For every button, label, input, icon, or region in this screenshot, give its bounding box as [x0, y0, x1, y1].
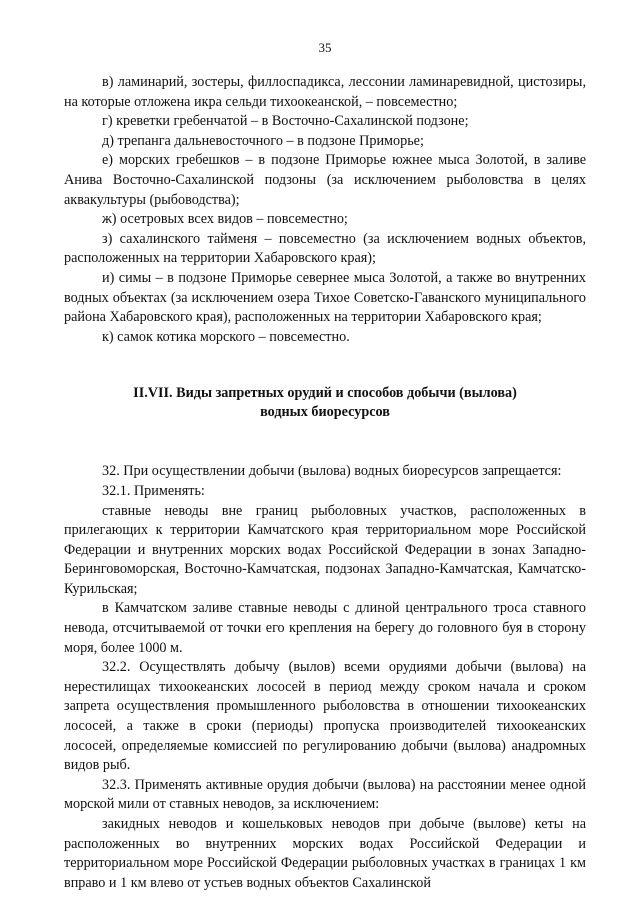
- paragraph: 32. При осуществлении добычи (вылова) водных биоресурсов запрещается:: [102, 463, 562, 480]
- list-item: г) креветки гребенчатой – в Восточно-Сахалинской подзоне;: [102, 113, 469, 130]
- list-item: е) морских гребешков – в подзоне Приморье южнее мыса Золотой, в заливе Анива Восточно-Сахалинской подзоны (за исключением рыболовства в целях аквакультуры (рыбоводства);: [64, 152, 586, 208]
- list-item: ж) осетровых всех видов – повсеместно;: [102, 211, 348, 228]
- section-heading: [64, 384, 586, 422]
- list-item: к) самок котика морского – повсеместно.: [102, 328, 350, 345]
- paragraph: закидных неводов и кошельковых неводов при добыче (вылове) кеты на расположенных во внутренних морских водах Российской Федерации и территориальном море Российской Федерации рыболовных участках в границах 1 км вправо и 1 км влево от устьев водных объектов Сахалинской: [64, 816, 586, 891]
- list-item: и) симы – в подзоне Приморье севернее мыса Золотой, а также во внутренних водных объектах (за исключением озера Тихое Советско-Гаванского муниципального района Хабаровского края), расположенных на территории Хабаровского края;: [64, 269, 586, 326]
- paragraph: ставные неводы вне границ рыболовных участков, расположенных в прилегающих к территории Камчатского края территориальном море Российской Федерации и внутренних морских водах Российской Федерации в зонах Западно-Беринговоморская, Восточно-Камчатская, подзонах Западно-Камчатская, Камчатско-Курильская;: [64, 502, 586, 597]
- paragraph: в Камчатском заливе ставные неводы с длиной центрального троса ставного невода, отсчитываемой от точки его крепления на берегу до головного буя в сторону моря, более 1000 м.: [64, 600, 586, 656]
- paragraph: 32.3. Применять активные орудия добычи (вылова) на расстоянии менее одной морской мили от ставных неводов, за исключением:: [64, 776, 586, 813]
- page-number: 35: [318, 40, 332, 55]
- prohibited-species-list: [64, 73, 586, 347]
- list-item: в) ламинарий, зостеры, филлоспадикса, лессонии ламинаревидной, цистозиры, на которые отложена икра сельди тихоокеанской, – повсеместно;: [64, 74, 586, 110]
- list-item: д) трепанга дальневосточного – в подзоне Приморье;: [102, 132, 424, 149]
- list-item: з) сахалинского тайменя – повсеместно (за исключением водных объектов, расположенных на территории Хабаровского края);: [64, 230, 586, 267]
- paragraph: 32.1. Применять:: [102, 482, 205, 499]
- section-heading-line: водных биоресурсов: [260, 404, 390, 421]
- section-heading-line: II.VII. Виды запретных орудий и способов добычи (вылова): [133, 385, 517, 402]
- section-body: [64, 462, 586, 893]
- paragraph: 32.2. Осуществлять добычу (вылов) всеми орудиями добычи (вылова) на нерестилищах тихоокеанских лососей в период между сроком начала и сроком запрета осуществления промышленного рыболовства в отношении тихоокеанских лососей, а также в сроки (периоды) пропуска производителей тихоокеанских лососей, определяемые комиссией по регулированию добычи (вылова) анадромных видов рыб.: [64, 659, 586, 774]
